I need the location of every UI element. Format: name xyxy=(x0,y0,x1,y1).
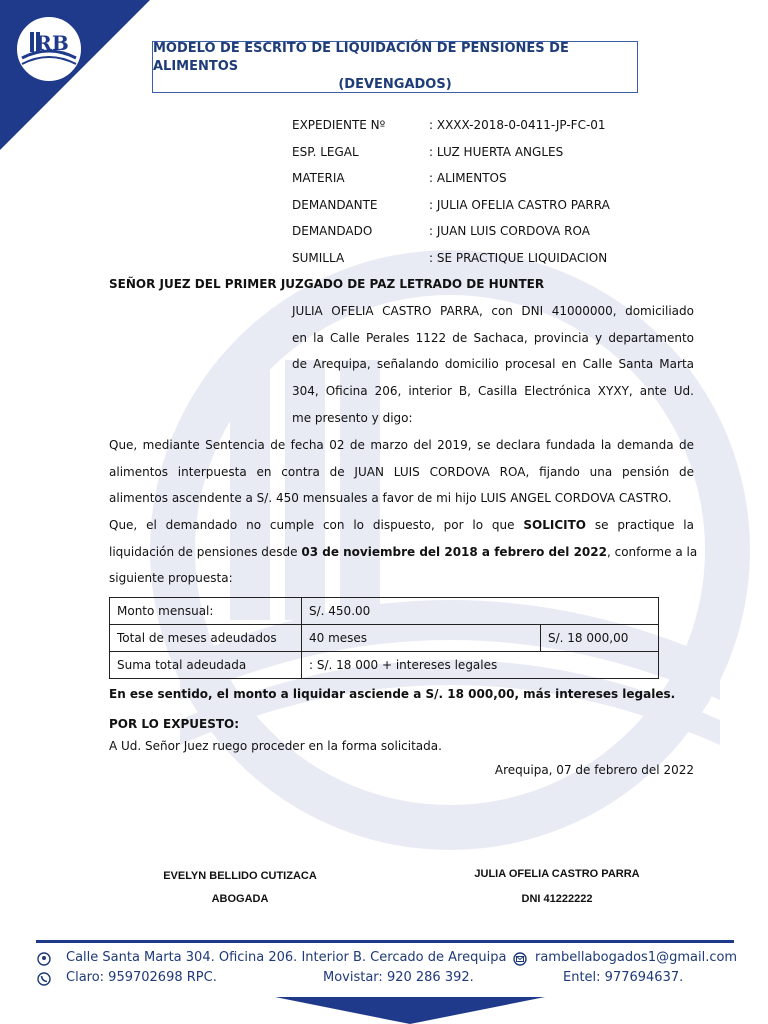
footer-movistar: Movistar: 920 286 392. xyxy=(323,970,474,985)
intro-line: de Arequipa, señalando domicilio procesal en Calle Santa Marta xyxy=(292,357,694,371)
title-line-2: (DEVENGADOS) xyxy=(338,77,452,92)
body-line: alimentos ascendente a S/. 450 mensuales a favor de mi hijo LUIS ANGEL CORDOVA CASTRO. xyxy=(109,491,672,505)
intro-line: me presento y digo: xyxy=(292,411,413,425)
solicito-emphasis: SOLICITO xyxy=(523,518,586,532)
conclusion: En ese sentido, el monto a liquidar asciende a S/. 18 000,00, más intereses legales. xyxy=(109,687,676,701)
table-cell: 40 meses xyxy=(302,625,541,652)
table-cell: Monto mensual: xyxy=(110,598,302,625)
header-value: : ALIMENTOS xyxy=(429,171,507,185)
table-row xyxy=(110,598,659,625)
intro-line: JULIA OFELIA CASTRO PARRA, con DNI 41000000, domiciliado xyxy=(292,304,694,318)
request: A Ud. Señor Juez ruego proceder en la forma solicitada. xyxy=(109,739,442,753)
signature-left-name: EVELYN BELLIDO CUTIZACA xyxy=(163,870,317,882)
text-run: Que, el demandado no cumple con lo dispuesto, por lo que xyxy=(109,518,524,532)
text-run: se practique la xyxy=(585,518,694,532)
header-value: : JUAN LUIS CORDOVA ROA xyxy=(429,224,590,238)
title-line-1: MODELO DE ESCRITO DE LIQUIDACIÓN DE PENSIONES DE ALIMENTOS xyxy=(153,41,569,74)
table-cell: S/. 18 000,00 xyxy=(541,625,659,652)
body-line: Que, mediante Sentencia de fecha 02 de marzo del 2019, se declara fundada la demanda de xyxy=(109,438,694,452)
signature-right-id: DNI 41222222 xyxy=(521,893,593,905)
header-key: SUMILLA xyxy=(292,251,345,265)
table-cell: : S/. 18 000 + intereses legales xyxy=(302,652,659,679)
table-cell: Suma total adeudada xyxy=(110,652,302,679)
header-value: : SE PRACTIQUE LIQUIDACION xyxy=(429,251,608,265)
table-cell: Total de meses adeudados xyxy=(110,625,302,652)
footer-claro: Claro: 959702698 RPC. xyxy=(66,970,217,985)
period-emphasis: 03 de noviembre del 2018 a febrero del 2022 xyxy=(301,545,607,559)
header-value: : JULIA OFELIA CASTRO PARRA xyxy=(429,198,610,212)
header-value: : XXXX-2018-0-0411-JP-FC-01 xyxy=(429,118,606,132)
addressee: SEÑOR JUEZ DEL PRIMER JUZGADO DE PAZ LETRADO DE HUNTER xyxy=(109,277,545,291)
header-key: EXPEDIENTE Nº xyxy=(292,118,386,132)
header-value: : LUZ HUERTA ANGLES xyxy=(429,145,564,159)
svg-text:RB: RB xyxy=(35,31,69,55)
document-title xyxy=(152,41,638,93)
liquidation-table xyxy=(109,597,659,679)
footer-decoration xyxy=(275,997,545,1024)
footer-email[interactable]: rambellabogados1@gmail.com xyxy=(535,950,738,965)
table-row xyxy=(110,625,659,652)
signature-left-role: ABOGADA xyxy=(211,893,269,905)
date-line: Arequipa, 07 de febrero del 2022 xyxy=(494,763,694,777)
body-line xyxy=(109,518,694,532)
firm-logo xyxy=(14,14,84,84)
location-pin-icon xyxy=(37,952,51,966)
por-lo-expuesto: POR LO EXPUESTO: xyxy=(109,717,240,731)
header-key: MATERIA xyxy=(292,171,345,185)
text-run: liquidación de pensiones desde xyxy=(109,545,302,559)
footer-entel: Entel: 977694637. xyxy=(563,970,684,985)
body-line: siguiente propuesta: xyxy=(109,571,233,585)
header-key: DEMANDANTE xyxy=(292,198,378,212)
header-key: DEMANDADO xyxy=(292,224,373,238)
phone-icon xyxy=(37,972,51,986)
header-key: ESP. LEGAL xyxy=(292,145,359,159)
footer-divider xyxy=(36,940,734,943)
table-row xyxy=(110,652,659,679)
email-icon xyxy=(513,952,527,966)
signature-right-name: JULIA OFELIA CASTRO PARRA xyxy=(474,868,640,880)
body-line: alimentos interpuesta en contra de JUAN LUIS CORDOVA ROA, fijando una pensión de xyxy=(109,465,694,479)
intro-line: en la Calle Perales 1122 de Sachaca, provincia y departamento xyxy=(292,331,694,345)
table-cell: S/. 450.00 xyxy=(302,598,659,625)
intro-line: 304, Oficina 206, interior B, Casilla Electrónica XYXY, ante Ud. xyxy=(292,384,694,398)
footer-address: Calle Santa Marta 304. Oficina 206. Interior B. Cercado de Arequipa xyxy=(66,950,507,965)
body-line xyxy=(109,545,698,559)
text-run: , conforme a la xyxy=(606,545,698,559)
